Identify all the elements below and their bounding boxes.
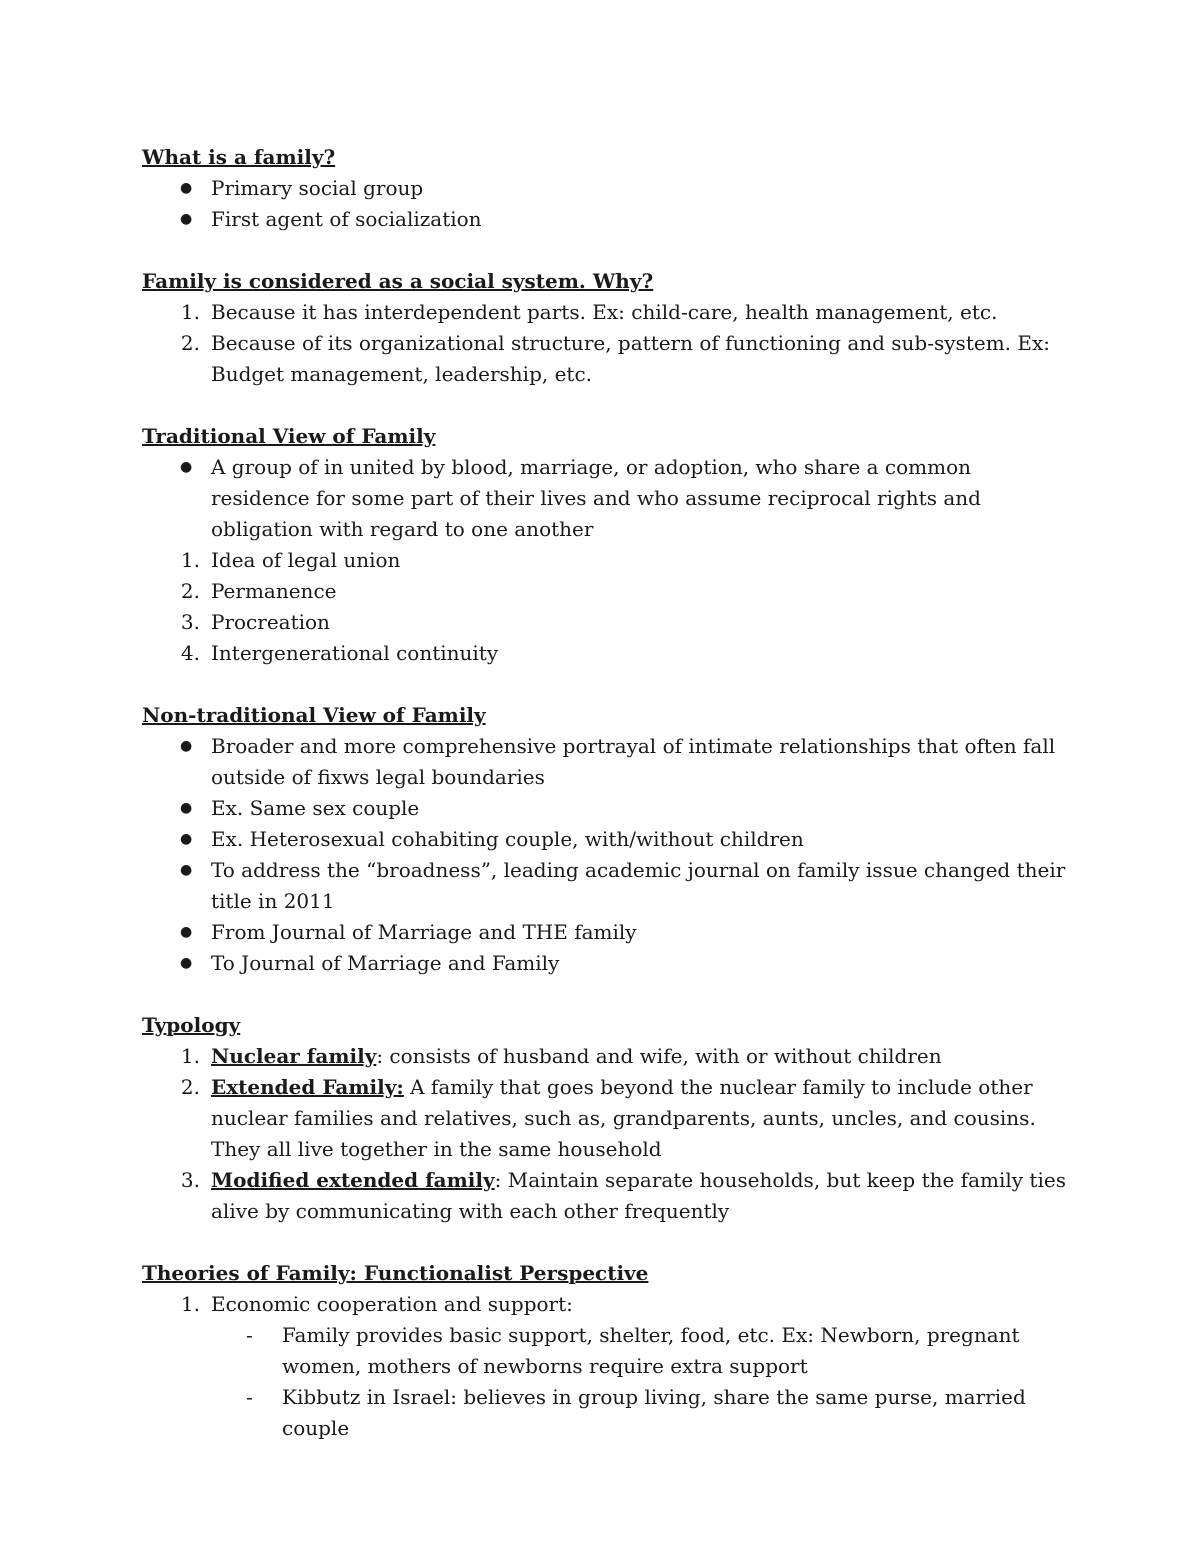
item-text: : consists of husband and wife, with or without children bbox=[376, 1044, 942, 1068]
bullet-marker: ● bbox=[180, 211, 193, 227]
section-typology bbox=[142, 1010, 1072, 1227]
item-text: Permanence bbox=[211, 579, 337, 603]
section-heading: Theories of Family: Functionalist Perspective bbox=[142, 1261, 649, 1285]
list-item bbox=[142, 1072, 1072, 1165]
section-traditional-view bbox=[142, 421, 1072, 669]
term: Nuclear family bbox=[211, 1044, 377, 1068]
list-item bbox=[142, 638, 1072, 669]
section-functionalist-perspective bbox=[142, 1258, 1072, 1444]
list-item bbox=[142, 173, 1072, 204]
bullet-marker: ● bbox=[180, 955, 193, 971]
list-item bbox=[142, 328, 1072, 390]
dash-marker: - bbox=[246, 1323, 253, 1347]
number-marker: 1. bbox=[180, 300, 200, 324]
list-item bbox=[142, 1165, 1072, 1227]
term: Extended Family: bbox=[211, 1075, 404, 1099]
number-marker: 2. bbox=[180, 1075, 200, 1099]
list-item bbox=[142, 793, 1072, 824]
item-text: From Journal of Marriage and THE family bbox=[211, 920, 637, 944]
item-text: Economic cooperation and support: bbox=[211, 1292, 573, 1316]
list-item bbox=[142, 297, 1072, 328]
section-heading: Non-traditional View of Family bbox=[142, 703, 486, 727]
bullet-marker: ● bbox=[180, 862, 193, 878]
list-item bbox=[142, 824, 1072, 855]
number-marker: 3. bbox=[180, 1168, 200, 1192]
number-marker: 2. bbox=[180, 331, 200, 355]
bullet-marker: ● bbox=[180, 180, 193, 196]
list-item bbox=[142, 576, 1072, 607]
list-item bbox=[142, 855, 1072, 917]
section-what-is-family bbox=[142, 142, 1072, 235]
item-text: Kibbutz in Israel: believes in group living, share the same purse, married couple bbox=[282, 1385, 1026, 1440]
item-text: Family provides basic support, shelter, food, etc. Ex: Newborn, pregnant women, mothers of newborns require extra support bbox=[282, 1323, 1020, 1378]
list-item bbox=[142, 731, 1072, 793]
bullet-marker: ● bbox=[180, 459, 193, 475]
item-text: A group of in united by blood, marriage, or adoption, who share a common residence for some part of their lives and who assume reciprocal rights and obligation with regard to one another bbox=[211, 455, 981, 541]
item-text: Ex. Heterosexual cohabiting couple, with/without children bbox=[211, 827, 804, 851]
number-marker: 2. bbox=[180, 579, 200, 603]
list-item bbox=[142, 1289, 1072, 1320]
list-item bbox=[142, 204, 1072, 235]
item-text: A family that goes beyond the nuclear family to include other nuclear families and relatives, such as, grandparents, aunts, uncles, and cousins. They all live together in the same household bbox=[211, 1075, 1036, 1161]
bullet-marker: ● bbox=[180, 924, 193, 940]
number-marker: 4. bbox=[180, 641, 200, 665]
item-text: To address the “broadness”, leading academic journal on family issue changed their title in 2011 bbox=[211, 858, 1066, 913]
item-text: Intergenerational continuity bbox=[211, 641, 499, 665]
item-text: Procreation bbox=[211, 610, 330, 634]
dash-marker: - bbox=[246, 1385, 253, 1409]
section-non-traditional-view bbox=[142, 700, 1072, 979]
number-marker: 1. bbox=[180, 548, 200, 572]
section-social-system bbox=[142, 266, 1072, 390]
section-heading: Family is considered as a social system. Why? bbox=[142, 269, 654, 293]
list-item bbox=[142, 1041, 1072, 1072]
list-item bbox=[142, 948, 1072, 979]
list-item bbox=[142, 545, 1072, 576]
document-content bbox=[142, 142, 1072, 1444]
bullet-marker: ● bbox=[180, 800, 193, 816]
item-text: First agent of socialization bbox=[211, 207, 482, 231]
list-item bbox=[142, 607, 1072, 638]
term: Modified extended family bbox=[211, 1168, 495, 1192]
section-heading: Typology bbox=[142, 1013, 241, 1037]
number-marker: 1. bbox=[180, 1292, 200, 1316]
number-marker: 1. bbox=[180, 1044, 200, 1068]
item-text: Primary social group bbox=[211, 176, 424, 200]
list-item bbox=[142, 452, 1072, 545]
sub-list-item bbox=[142, 1382, 1072, 1444]
item-text: Idea of legal union bbox=[211, 548, 401, 572]
section-heading: What is a family? bbox=[142, 145, 336, 169]
sub-list-item bbox=[142, 1320, 1072, 1382]
bullet-marker: ● bbox=[180, 831, 193, 847]
number-marker: 3. bbox=[180, 610, 200, 634]
section-heading: Traditional View of Family bbox=[142, 424, 436, 448]
item-text: Because of its organizational structure, pattern of functioning and sub-system. Ex: Budget management, leadership, etc. bbox=[211, 331, 1050, 386]
item-text: Broader and more comprehensive portrayal of intimate relationships that often fall outside of fixws legal boundaries bbox=[211, 734, 1056, 789]
item-text: Because it has interdependent parts. Ex: child-care, health management, etc. bbox=[211, 300, 998, 324]
item-text: : Maintain separate households, but keep the family ties alive by communicating with each other frequently bbox=[211, 1168, 1066, 1223]
list-item bbox=[142, 917, 1072, 948]
item-text: Ex. Same sex couple bbox=[211, 796, 420, 820]
bullet-marker: ● bbox=[180, 738, 193, 754]
item-text: To Journal of Marriage and Family bbox=[211, 951, 560, 975]
